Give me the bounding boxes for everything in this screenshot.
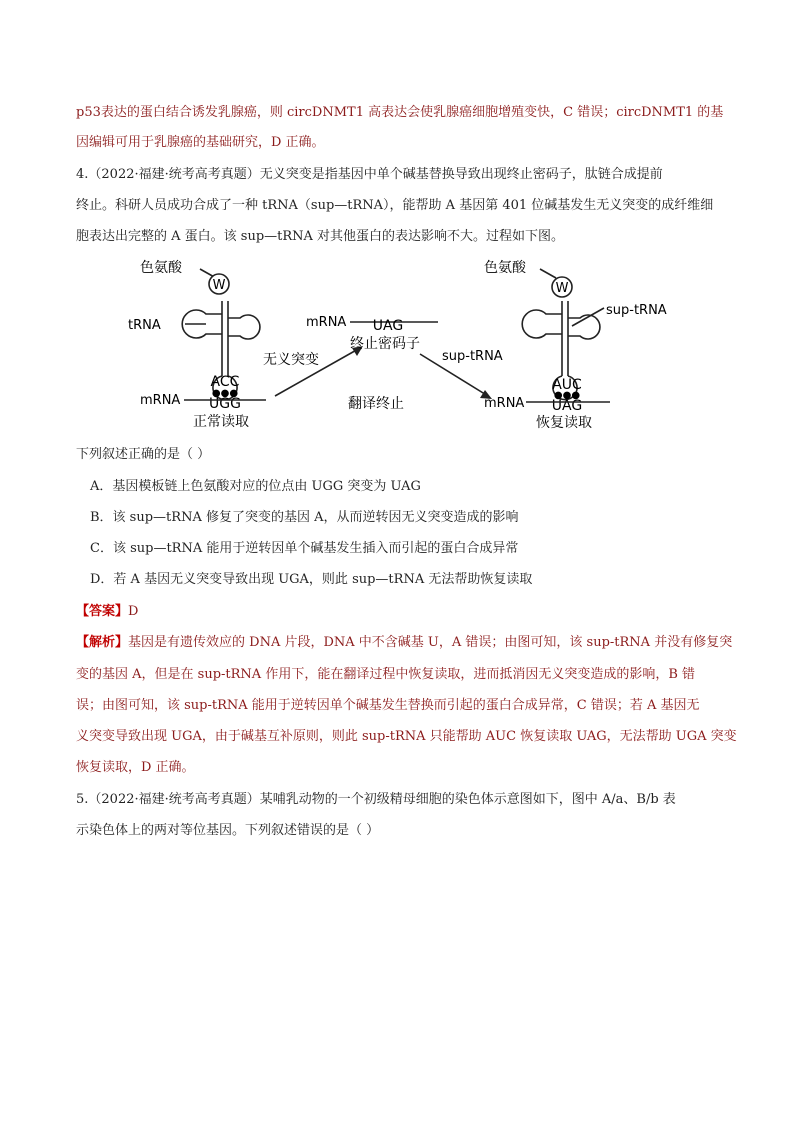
right-mrna-label: mRNA [484,396,525,411]
q5-stem-line-2: 示染色体上的两对等位基因。下列叙述错误的是（ ） [76,823,380,838]
restore-read-label: 恢复读取 [536,415,592,431]
q4-stem-line-2: 终止。科研人员成功合成了一种 tRNA（sup—tRNA），能帮助 A 基因第 401 位碱基发生无义突变的成纤维细 [76,198,714,213]
stop-codon-label: 终止密码子 [350,336,420,352]
translation-stop-label: 翻译终止 [348,396,404,412]
analysis-text-1: 基因是有遗传效应的 DNA 片段，DNA 中不含碱基 U，A 错误；由图可知，该 sup-tRNA 并没有修复突 [128,635,733,650]
prev-analysis-line-1: p53表达的蛋白结合诱发乳腺癌，则 circDNMT1 高表达会使乳腺癌细胞增殖变快，C 错误；circDNMT1 的基 [76,105,724,120]
q4-analysis-line-2: 变的基因 A，但是在 sup-tRNA 作用下，能在翻译过程中恢复读取，进而抵消因无义突变造成的影响，B 错 [76,667,696,682]
q4-option-d: D．若 A 基因无义突变导致出现 UGA，则此 sup—tRNA 无法帮助恢复读取 [90,572,533,587]
q4-stem-line-1: 4.（2022·福建·统考高考真题）无义突变是指基因中单个碱基替换导致出现终止密码子，肽链合成提前 [76,167,663,182]
q4-analysis-line-5: 恢复读取，D 正确。 [76,760,195,775]
right-codon: UAG [551,398,583,414]
mid-mrna-label: mRNA [306,315,347,330]
prev-analysis-line-2: 因编辑可用于乳腺癌的基础研究，D 正确。 [76,135,325,150]
q4-option-a: A．基因模板链上色氨酸对应的位点由 UGG 突变为 UAG [90,479,421,494]
answer-tag: 【答案】 [76,604,129,619]
trna-diagram [120,256,680,436]
q4-question: 下列叙述正确的是（ ） [76,447,211,462]
q4-option-c: C．该 sup—tRNA 能用于逆转因单个碱基发生插入而引起的蛋白合成异常 [90,541,519,556]
right-sup-label: sup-tRNA [606,303,667,318]
q4-analysis-line-3: 误；由图可知，该 sup-tRNA 能用于逆转因单个碱基发生替换而引起的蛋白合成异常，C 错误；若 A 基因无 [76,698,700,713]
q4-analysis-line-4: 义突变导致出现 UGA，由于碱基互补原则，则此 sup-tRNA 只能帮助 AUC 恢复读取 UAG，无法帮助 UGA 突变 [76,729,737,744]
right-w: W [555,281,569,296]
nonsense-label: 无义突变 [263,352,319,368]
left-trp-label: 色氨酸 [140,260,182,276]
q4-stem-line-3: 胞表达出完整的 A 蛋白。该 sup—tRNA 对其他蛋白的表达影响不大。过程如下图。 [76,229,565,244]
left-mrna-label: mRNA [140,393,181,408]
right-pairing-dots: ●●● [553,390,581,401]
q5-stem-line-1: 5.（2022·福建·统考高考真题）某哺乳动物的一个初级精母细胞的染色体示意图如下，图中 A/a、B/b 表 [76,792,676,807]
q4-answer-line [76,603,736,621]
right-trp-label: 色氨酸 [484,260,526,276]
sup-arrow-label: sup-tRNA [442,349,503,364]
left-trna-label: tRNA [128,318,161,333]
analysis-tag: 【解析】 [76,635,129,650]
left-anticodon: ACC [210,374,240,390]
q4-analysis-line-1 [76,634,736,652]
normal-read-label: 正常读取 [193,414,249,430]
q4-option-b: B．该 sup—tRNA 修复了突变的基因 A，从而逆转因无义突变造成的影响 [90,510,519,525]
left-pairing-dots: ●●● [211,388,239,399]
mid-codon: UAG [372,318,404,334]
left-w: W [212,278,226,293]
left-codon: UGG [209,396,241,412]
right-anticodon: AUC [552,377,582,393]
answer-value: D [128,604,139,619]
